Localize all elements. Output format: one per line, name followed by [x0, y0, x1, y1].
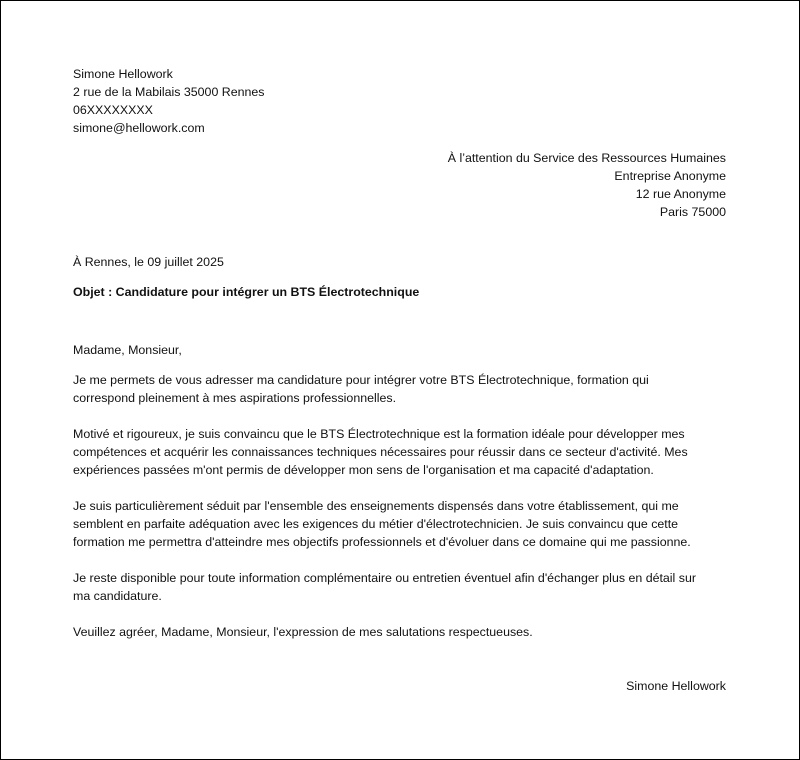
recipient-street: 12 rue Anonyme — [635, 187, 726, 201]
salutation — [73, 341, 733, 359]
paragraph-line: ma candidature. — [73, 589, 162, 603]
body-paragraph-1 — [73, 371, 733, 407]
closing — [73, 623, 733, 641]
closing-text: Veuillez agréer, Madame, Monsieur, l'expression de mes salutations respectueuses. — [73, 625, 533, 639]
salutation-text: Madame, Monsieur, — [73, 343, 182, 357]
paragraph-line: formation me permettra d'atteindre mes objectifs professionnels et d'évoluer dans ce domaine qui me passionne. — [73, 535, 691, 549]
recipient-block — [448, 149, 726, 221]
subject-text: Objet : Candidature pour intégrer un BTS Électrotechnique — [73, 285, 420, 299]
sender-block — [73, 65, 733, 137]
recipient-company: Entreprise Anonyme — [614, 169, 726, 183]
paragraph-line: Je reste disponible pour toute information complémentaire ou entretien éventuel afin d'échanger plus en détail sur — [73, 571, 696, 585]
sender-email: simone@hellowork.com — [73, 121, 205, 135]
body-paragraph-4 — [73, 569, 733, 605]
signature — [626, 677, 726, 695]
paragraph-line: compétences et acquérir les connaissances techniques nécessaires pour réussir dans ce secteur d'activité. Mes — [73, 445, 688, 459]
sender-phone: 06XXXXXXXX — [73, 103, 153, 117]
place-date-text: À Rennes, le 09 juillet 2025 — [73, 255, 224, 269]
paragraph-line: semblent en parfaite adéquation avec les exigences du métier d'électrotechnicien. Je suis convaincu que cette — [73, 517, 679, 531]
place-date — [73, 253, 733, 271]
paragraph-line: correspond pleinement à mes aspirations professionnelles. — [73, 391, 397, 405]
paragraph-line: Je me permets de vous adresser ma candidature pour intégrer votre BTS Électrotechnique, formation qui — [73, 373, 649, 387]
sender-name: Simone Hellowork — [73, 67, 173, 81]
paragraph-line: Motivé et rigoureux, je suis convaincu que le BTS Électrotechnique est la formation idéale pour développer mes — [73, 427, 685, 441]
sender-address: 2 rue de la Mabilais 35000 Rennes — [73, 85, 265, 99]
body-paragraph-3 — [73, 497, 733, 551]
paragraph-line: Je suis particulièrement séduit par l'ensemble des enseignements dispensés dans votre établissement, qui me — [73, 499, 679, 513]
paragraph-line: expériences passées m'ont permis de développer mon sens de l'organisation et ma capacité d'adaptation. — [73, 463, 654, 477]
body-paragraph-2 — [73, 425, 733, 479]
signature-text: Simone Hellowork — [626, 679, 726, 693]
recipient-attention: À l’attention du Service des Ressources Humaines — [447, 151, 726, 165]
subject-line — [73, 283, 733, 301]
recipient-city: Paris 75000 — [659, 205, 726, 219]
